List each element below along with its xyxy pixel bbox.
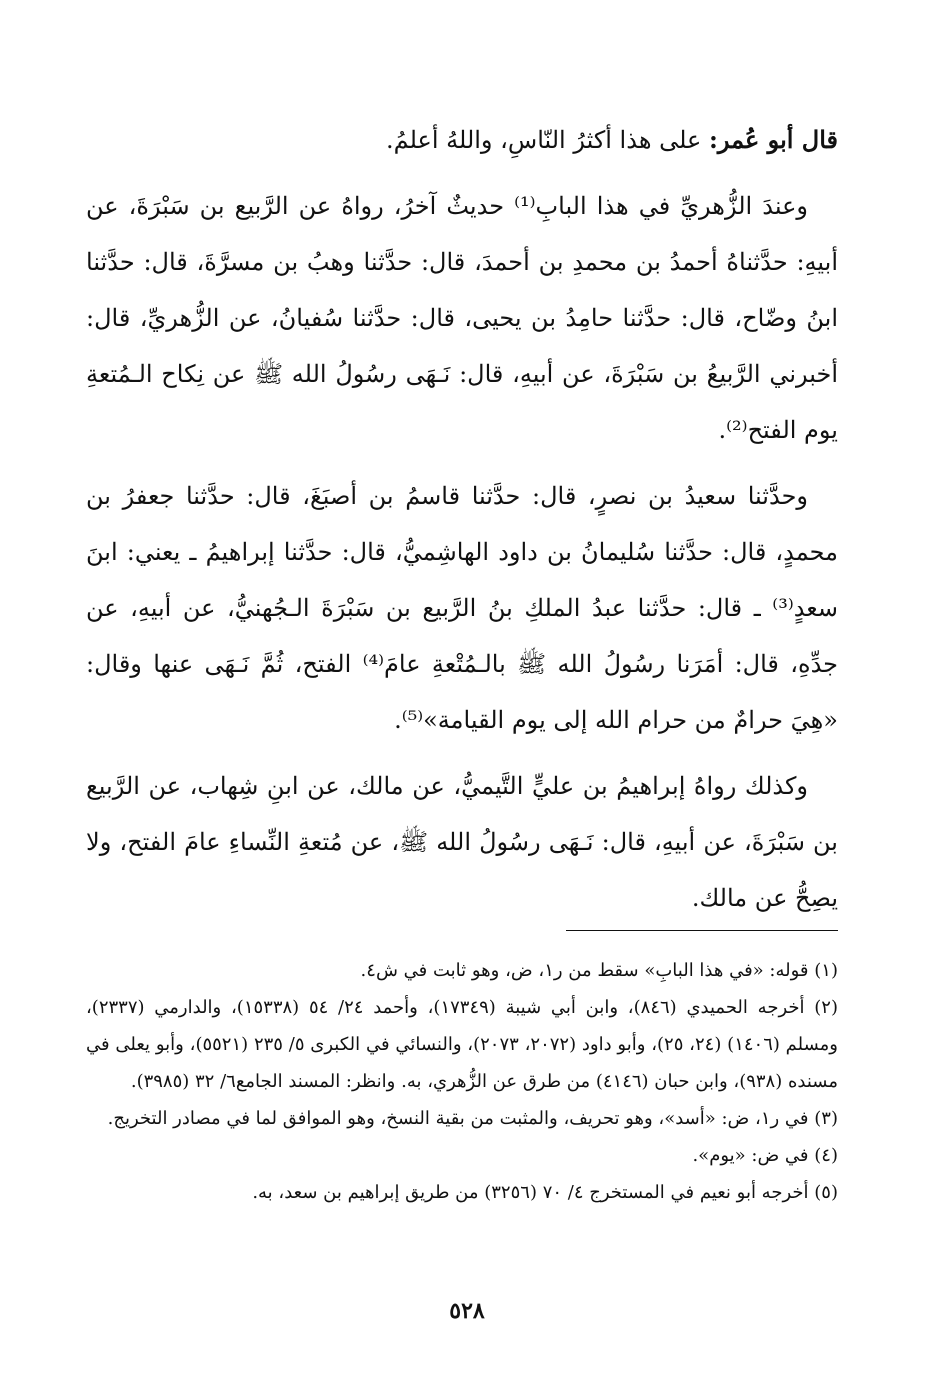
footnote-5-text: أخرجه أبو نعيم في المستخرج ٤/ ٧٠ (٣٢٥٦) من طريق إبراهيم بن سعد، به. bbox=[252, 1182, 809, 1203]
footnote-5 bbox=[86, 1174, 838, 1211]
paragraph-1-text: على هذا أكثرُ النّاسِ، واللهُ أعلمُ. bbox=[385, 126, 710, 154]
footnote-4-text: في ض: «يوم». bbox=[692, 1145, 809, 1166]
footnotes bbox=[86, 952, 838, 1211]
footnote-4-number: (٤) bbox=[814, 1145, 838, 1166]
paragraph-3: وحدَّثنا سعيدُ بن نصرٍ، قال: حدَّثنا قاسمُ بن أصبَغَ، قال: حدَّثنا جعفرُ بن محمدٍ، قال: حدَّثنا سُليمانُ بن داود الهاشِميُّ، قال: حدَّثنا إبراهيمُ ـ يعني: ابنَ سعدٍ⁽³⁾ ـ قال: حدَّثنا عبدُ الملكِ بنُ الرَّبيع بن سَبْرَةَ الـجُهنيُّ، عن أبيهِ، عن جدِّهِ، قال: أمَرَنا رسُولُ الله ﷺ بالـمُتْعةِ عامَ⁽⁴⁾ الفتح، ثُمَّ نَـهَى عنها وقال: «هِيَ حرامٌ من حرام الله إلى يوم القيامة»⁽⁵⁾. bbox=[86, 482, 839, 734]
footnote-2 bbox=[86, 989, 838, 1100]
footnote-1-number: (١) bbox=[814, 960, 838, 981]
speaker-label: قال أبو عُمر: bbox=[709, 125, 838, 154]
footnote-2-text: أخرجه الحميدي (٨٤٦)، وابن أبي شيبة (١٧٣٤٩)، وأحمد ٢٤/ ٥٤ (١٥٣٣٨)، والدارمي (٢٣٣٧)، ومسلم (١٤٠٦) (٢٤، ٢٥)، وأبو داود (٢٠٧٢، ٢٠٧٣)، والنسائي في الكبرى ٥/ ٢٣٥ (٥٥٢١)، وأبو يعلى في مسنده (٩٣٨)، وابن حبان (٤١٤٦) من طرق عن الزُّهري، به. وانظر: المسند الجامع٦/ ٣٢ (٣٩٨٥). bbox=[86, 997, 839, 1092]
footnote-divider bbox=[566, 930, 838, 931]
footnote-1 bbox=[86, 952, 838, 989]
footnote-3-text: في ر١، ض: «أسد»، وهو تحريف، والمثبت من بقية النسخ، وهو الموافق لما في مصادر التخريج. bbox=[107, 1108, 809, 1129]
paragraph-4: وكذلك رواهُ إبراهيمُ بن عليٍّ التَّيميُّ، عن مالك، عن ابنِ شِهاب، عن الرَّبيع بن سَبْرَةَ، عن أبيهِ، قال: نَـهَى رسُولُ الله ﷺ، عن مُتعةِ النِّساءِ عامَ الفتح، ولا يصِحُّ عن مالك. bbox=[86, 772, 838, 912]
footnote-4 bbox=[86, 1137, 838, 1174]
footnote-1-text: قوله: «في هذا البابِ» سقط من ر١، ض، وهو ثابت في ش٤. bbox=[360, 960, 809, 981]
main-text bbox=[86, 112, 838, 936]
paragraph-1 bbox=[86, 112, 838, 168]
footnote-5-number: (٥) bbox=[814, 1182, 838, 1203]
footnote-3 bbox=[86, 1100, 838, 1137]
footnote-3-number: (٣) bbox=[814, 1108, 838, 1129]
footnote-2-number: (٢) bbox=[814, 997, 838, 1018]
paragraph-2: وعندَ الزُّهريِّ في هذا البابِ⁽¹⁾ حديثٌ آخرُ، رواهُ عن الرَّبيع بن سَبْرَةَ، عن أبيهِ: حدَّثناهُ أحمدُ بن محمدِ بن أحمدَ، قال: حدَّثنا وهبُ بن مسرَّةَ، قال: حدَّثنا ابنُ وضّاح، قال: حدَّثنا حامِدُ بن يحيى، قال: حدَّثنا سُفيانُ، عن الزُّهريِّ، قال: أخبرني الرَّبيعُ بن سَبْرَةَ، عن أبيهِ، قال: نَـهَى رسُولُ الله ﷺ عن نِكاح الـمُتعةِ يوم الفتح⁽²⁾. bbox=[86, 192, 838, 444]
page-number: ٥٢٨ bbox=[449, 1298, 485, 1324]
